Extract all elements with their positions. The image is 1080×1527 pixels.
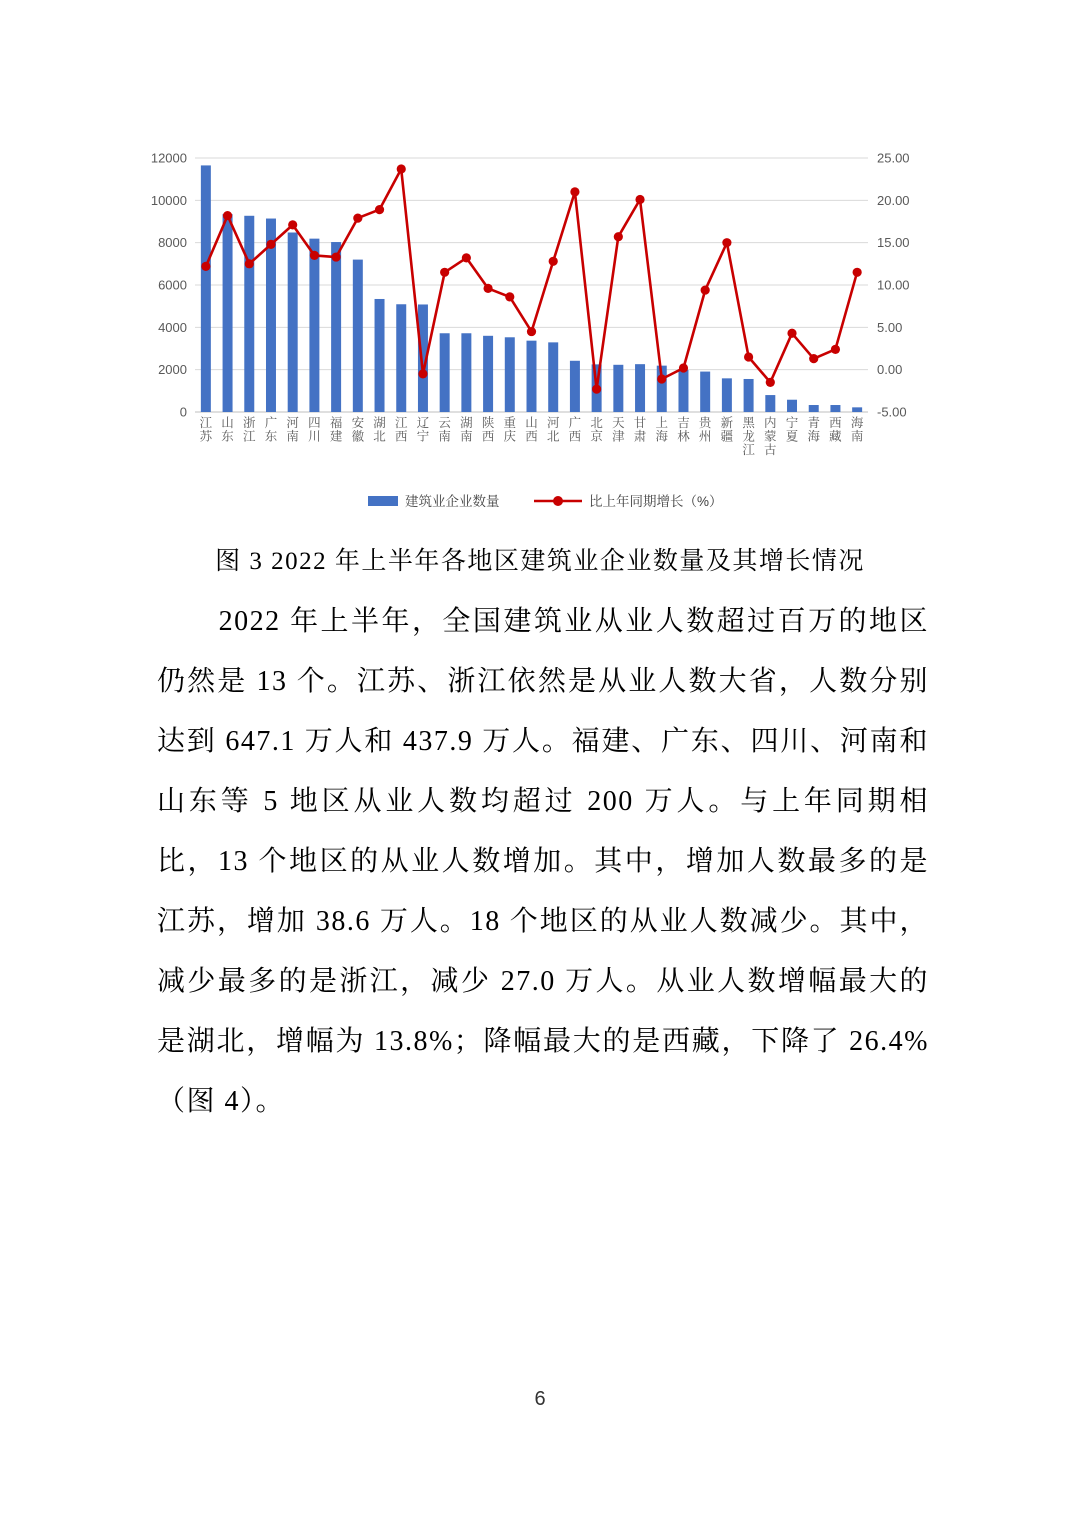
left-axis-label: 0	[179, 404, 187, 420]
growth-point-上海	[657, 374, 666, 383]
body-paragraph: 2022 年上半年，全国建筑业从业人数超过百万的地区仍然是 13 个。江苏、浙江依然是从业人数大省，人数分别达到 647.1 万人和 437.9 万人。福建、广东、四川、河南和山东等 5 地区从业人数均超过 200 万人。与上年同期相比，13 个地区的从业人数增加。其中，增加人数最多的是江苏，增加 38.6 万人。18 个地区的从业人数减少。其中，减少最多的是浙江，减少 27.0 万人。从业人数增幅最大的是湖北，增幅为 13.8%；降幅最大的是西藏，下降了 26.4%（图 4）。	[157, 606, 929, 1117]
growth-point-福建	[332, 252, 341, 261]
x-axis-label-湖南: 湖南	[460, 416, 473, 444]
x-axis-label-天津: 天津	[612, 416, 625, 444]
x-axis-label-广西: 广西	[568, 416, 582, 444]
x-axis-label-四川: 四川	[308, 416, 321, 444]
growth-point-新疆	[722, 238, 731, 247]
page-number: 6	[534, 1388, 546, 1410]
x-axis-label-贵州: 贵州	[698, 416, 712, 444]
x-axis-label-江西: 江西	[394, 416, 408, 444]
bar-海南	[852, 407, 862, 412]
x-axis-label-青海: 青海	[807, 416, 820, 444]
bar-甘肃	[635, 364, 645, 412]
legend-bar-label: 建筑业企业数量	[405, 494, 500, 509]
bar-内蒙古	[765, 395, 775, 412]
x-axis-label-重庆: 重庆	[503, 416, 517, 444]
growth-point-宁夏	[787, 329, 796, 338]
growth-point-江西	[397, 164, 406, 173]
growth-point-四川	[310, 251, 319, 260]
growth-point-安徽	[353, 214, 362, 223]
x-axis-label-广东: 广东	[264, 416, 278, 444]
bar-云南	[440, 333, 450, 412]
growth-point-甘肃	[635, 195, 644, 204]
x-axis-label-河北: 河北	[546, 416, 560, 444]
bar-四川	[309, 239, 319, 412]
growth-point-云南	[440, 268, 449, 277]
right-axis-label: 0.00	[877, 362, 903, 378]
bar-吉林	[678, 370, 688, 412]
growth-point-陕西	[483, 284, 492, 293]
right-axis-label: 20.00	[877, 192, 910, 208]
growth-point-湖南	[462, 253, 471, 262]
bar-青海	[809, 405, 819, 412]
x-axis-label-浙江: 浙江	[243, 416, 256, 444]
figure-3-chart	[148, 146, 933, 521]
right-axis-label: 10.00	[877, 277, 910, 293]
growth-point-天津	[614, 232, 623, 241]
x-axis-label-安徽: 安徽	[351, 416, 365, 444]
x-axis-label-上海: 上海	[655, 416, 669, 444]
x-axis-label-陕西: 陕西	[481, 416, 495, 444]
legend-line-marker	[553, 496, 563, 506]
legend-line-label: 比上年同期增长（%）	[589, 494, 723, 509]
bar-宁夏	[787, 400, 797, 412]
growth-point-湖北	[375, 205, 384, 214]
left-axis-label: 6000	[158, 277, 187, 293]
growth-point-广东	[266, 240, 275, 249]
x-axis-label-海南: 海南	[850, 416, 864, 444]
growth-point-河南	[288, 220, 297, 229]
left-axis-label: 2000	[158, 362, 187, 378]
bar-广西	[570, 361, 580, 412]
legend-bar-swatch	[368, 496, 398, 506]
bar-河北	[548, 342, 558, 412]
bar-line-chart	[148, 146, 933, 521]
x-axis-label-甘肃: 甘肃	[633, 416, 647, 444]
left-axis-label: 8000	[158, 235, 187, 251]
bar-黑龙江	[744, 379, 754, 412]
growth-point-北京	[592, 385, 601, 394]
x-axis-label-内蒙古: 内蒙古	[764, 416, 777, 457]
bar-新疆	[722, 378, 732, 412]
growth-point-辽宁	[418, 369, 427, 378]
bar-西藏	[830, 405, 840, 412]
growth-point-海南	[853, 268, 862, 277]
growth-point-贵州	[701, 285, 710, 294]
growth-point-浙江	[245, 259, 254, 268]
x-axis-label-宁夏: 宁夏	[785, 416, 799, 444]
x-axis-label-吉林: 吉林	[677, 416, 690, 444]
growth-point-青海	[809, 354, 818, 363]
x-axis-label-山东: 山东	[221, 416, 234, 444]
bar-山西	[527, 341, 537, 412]
x-axis-label-云南: 云南	[438, 416, 451, 444]
bar-贵州	[700, 372, 710, 412]
growth-point-广西	[570, 187, 579, 196]
x-axis-label-西藏: 西藏	[829, 416, 842, 444]
growth-point-江苏	[201, 262, 210, 271]
growth-point-西藏	[831, 345, 840, 354]
bar-福建	[331, 242, 341, 412]
bar-天津	[613, 365, 623, 412]
bar-湖南	[461, 333, 471, 412]
x-axis-label-江苏: 江苏	[199, 416, 213, 444]
right-axis-label: 15.00	[877, 235, 910, 251]
growth-point-重庆	[505, 292, 514, 301]
right-axis-label: -5.00	[877, 404, 907, 420]
growth-point-山西	[527, 327, 536, 336]
x-axis-label-福建: 福建	[329, 416, 343, 444]
x-axis-label-辽宁: 辽宁	[416, 416, 430, 444]
bar-浙江	[244, 216, 254, 412]
bar-江西	[396, 304, 406, 412]
x-axis-label-山西: 山西	[525, 416, 538, 444]
bar-陕西	[483, 336, 493, 412]
x-axis-label-北京: 北京	[590, 416, 603, 444]
x-axis-label-湖北: 湖北	[373, 416, 386, 444]
left-axis-label: 10000	[150, 192, 187, 208]
right-axis-label: 5.00	[877, 319, 903, 335]
left-axis-label: 12000	[150, 150, 187, 166]
right-axis-label: 25.00	[877, 150, 910, 166]
growth-point-内蒙古	[766, 378, 775, 387]
left-axis-label: 4000	[158, 319, 187, 335]
growth-point-吉林	[679, 363, 688, 372]
figure-caption: 图 3 2022 年上半年各地区建筑业企业数量及其增长情况	[215, 548, 865, 575]
bar-重庆	[505, 337, 515, 412]
x-axis-label-新疆: 新疆	[720, 416, 734, 444]
growth-point-河北	[549, 257, 558, 266]
bar-安徽	[353, 260, 363, 412]
bar-湖北	[375, 299, 385, 412]
bar-河南	[288, 233, 298, 412]
bar-江苏	[201, 165, 211, 412]
bar-山东	[223, 214, 233, 412]
growth-point-黑龙江	[744, 352, 753, 361]
growth-point-山东	[223, 211, 232, 220]
x-axis-label-河南: 河南	[286, 416, 299, 444]
x-axis-label-黑龙江: 黑龙江	[742, 416, 755, 457]
